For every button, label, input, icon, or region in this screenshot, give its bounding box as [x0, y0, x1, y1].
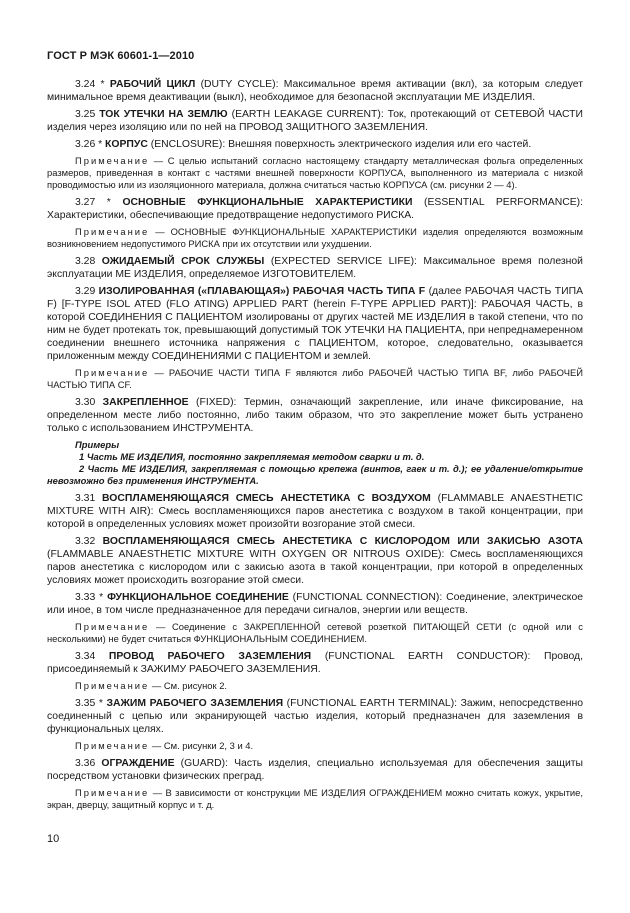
clause-3-31 — [47, 492, 583, 531]
note-3-34 — [47, 680, 583, 692]
note-text: — См. рисунок 2. — [149, 680, 228, 691]
example-1: 1 Часть МЕ ИЗДЕЛИЯ, постоянно закрепляемая методом сварки и т. д. — [79, 451, 425, 462]
clause-3-35 — [47, 697, 583, 736]
clause-term: ИЗОЛИРОВАННАЯ («ПЛАВАЮЩАЯ») РАБОЧАЯ ЧАСТЬ ТИПА F — [98, 286, 426, 297]
page-number: 10 — [47, 833, 60, 845]
clause-text: (далее РАБОЧАЯ ЧАСТЬ ТИПА F) [F-TYPE ISOL ATED (FLO ATING) APPLIED PART (herein F-TYPE APPLIED PART)]: РАБОЧАЯ ЧАСТЬ, в которой СОЕДИНЕНИЯ С ПАЦИЕНТОМ изолированы от других частей МЕ ИЗДЕЛИЯ в такой степени, что по ним не будет протекать ток, превышающий допустимый ТОК УТЕЧКИ НА ПАЦИЕНТА, при непреднамеренном соединении внешнего источника напряжения с ПАЦИЕНТОМ, которое, следовательно, оказывается приложенным между СОЕДИНЕНИЯМИ С ПАЦИЕНТОМ и землей. — [47, 286, 584, 362]
note-label: Примечание — [75, 155, 150, 166]
clause-3-26 — [47, 138, 583, 151]
clause-3-30 — [47, 396, 583, 435]
clause-number: 3.28 — [75, 256, 102, 267]
note-text: — ОСНОВНЫЕ ФУНКЦИОНАЛЬНЫЕ ХАРАКТЕРИСТИКИ изделия определяются возможным возникновением недопустимого РИСКА при их отсутствии или ухудшении. — [47, 226, 583, 249]
clause-3-33 — [47, 591, 583, 617]
clause-number: 3.31 — [75, 493, 103, 504]
examples-title: Примеры — [75, 439, 120, 450]
clause-term: КОРПУС — [105, 139, 148, 150]
example-2: 2 Часть МЕ ИЗДЕЛИЯ, закрепляемая с помощью крепежа (винтов, гаек и т. д.); ее удаление/открытие невозможно без применения ИНСТРУМЕНТА. — [47, 463, 583, 486]
note-text: — РАБОЧИЕ ЧАСТИ ТИПА F являются либо РАБОЧЕЙ ЧАСТЬЮ ТИПА BF, либо РАБОЧЕЙ ЧАСТЬЮ ТИПА CF. — [47, 367, 583, 390]
clause-3-32 — [47, 535, 583, 587]
note-label: Примечание — [75, 787, 150, 798]
note-text: — В зависимости от конструкции МЕ ИЗДЕЛИЯ ОГРАЖДЕНИЕМ можно считать кожух, укрытие, экран, дверцу, защитный корпус и т. д. — [47, 787, 583, 810]
clause-term: ТОК УТЕЧКИ НА ЗЕМЛЮ — [99, 109, 228, 120]
note-label: Примечание — [75, 680, 150, 691]
clause-text: (ENCLOSURE): Внешняя поверхность электрического изделия или его частей. — [147, 139, 532, 150]
note-label: Примечание — [75, 367, 150, 378]
clause-term: ВОСПЛАМЕНЯЮЩАЯСЯ СМЕСЬ АНЕСТЕТИКА С КИСЛОРОДОМ ИЛИ ЗАКИСЬЮ АЗОТА — [102, 536, 583, 547]
clause-term: ПРОВОД РАБОЧЕГО ЗАЗЕМЛЕНИЯ — [108, 651, 312, 662]
clause-number: 3.27 * — [75, 197, 123, 208]
clause-3-36 — [47, 757, 583, 783]
note-label: Примечание — [75, 226, 150, 237]
note-text: — См. рисунки 2, 3 и 4. — [149, 740, 254, 751]
clause-3-25 — [47, 108, 583, 134]
clause-term: ЗАКРЕПЛЕННОЕ — [102, 397, 189, 408]
clause-number: 3.34 — [75, 651, 109, 662]
note-text: — Соединение с ЗАКРЕПЛЕННОЙ сетевой розеткой ПИТАЮЩЕЙ СЕТИ (с одной или с несколькими) не будет считаться ФУНКЦИОНАЛЬНЫМ СОЕДИНЕНИЕМ. — [47, 621, 583, 644]
clause-term: ОЖИДАЕМЫЙ СРОК СЛУЖБЫ — [101, 256, 265, 267]
clause-number: 3.35 * — [75, 698, 107, 709]
clause-term: ВОСПЛАМЕНЯЮЩАЯСЯ СМЕСЬ АНЕСТЕТИКА С ВОЗДУХОМ — [102, 493, 431, 504]
note-3-35 — [47, 740, 583, 752]
clause-number: 3.36 — [75, 758, 102, 769]
note-3-26 — [47, 155, 583, 191]
clause-text: (FIXED): Термин, означающий закрепление, или иначе фиксирование, на определенном месте либо постоянно, либо таким образом, что это закрепление может быть устранено только с использованием ИНСТРУМЕНТА. — [47, 397, 583, 434]
note-3-27 — [47, 226, 583, 250]
clause-term: ЗАЖИМ РАБОЧЕГО ЗАЗЕМЛЕНИЯ — [106, 698, 284, 709]
clause-number: 3.24 * — [75, 79, 110, 90]
page-header: ГОСТ Р МЭК 60601-1—2010 — [47, 50, 195, 62]
clause-text: (ESSENTIAL PERFORMANCE): Характеристики, обеспечивающие предотвращение недопустимого РИСКА. — [47, 197, 583, 221]
clause-term: ОГРАЖДЕНИЕ — [101, 758, 175, 769]
note-text: — С целью испытаний согласно настоящему стандарту металлическая фольга определенных размеров, приведенная в контакт с частями внешней поверхности КОРПУСА, выполненного из материала с низкой проводимостью или из изоляционного материала, должна считаться частью КОРПУСА (см. рисунки 2 — 4). — [47, 155, 583, 190]
clause-text: (EXPECTED SERVICE LIFE): Максимальное время полезной эксплуатации МЕ ИЗДЕЛИЯ, определяемое ИЗГОТОВИТЕЛЕМ. — [47, 256, 583, 280]
clause-3-27 — [47, 196, 583, 222]
clause-number: 3.26 * — [75, 139, 106, 150]
clause-text: (FUNCTIONAL EARTH TERMINAL): Зажим, непосредственно соединенный с цепью или экранирующей частью изделия, который предназначен для заземления в функциональных целях. — [47, 698, 583, 735]
clause-term: ОСНОВНЫЕ ФУНКЦИОНАЛЬНЫЕ ХАРАКТЕРИСТИКИ — [122, 197, 413, 208]
clause-number: 3.30 — [75, 397, 103, 408]
note-3-29 — [47, 367, 583, 391]
clause-text: (FUNCTIONAL EARTH CONDUCTOR): Провод, присоединяемый к ЗАЖИМУ РАБОЧЕГО ЗАЗЕМЛЕНИЯ. — [47, 651, 583, 675]
clause-text: (FLAMMABLE ANAESTHETIC MIXTURE WITH OXYGEN OR NITROUS OXIDE): Смесь воспламеняющихся паров анестетика с кислородом или с закисью азота в такой концентрации, при которой в определенных условиях может происходить возгорание этой смеси. — [47, 549, 583, 586]
clause-3-24 — [47, 78, 583, 104]
clause-text: (DUTY CYCLE): Максимальное время активации (вкл), за которым следует минимальное время деактивации (выкл), необходимое для безопасной эксплуатации МЕ ИЗДЕЛИЯ. — [47, 79, 583, 103]
clause-3-28 — [47, 255, 583, 281]
clause-text: (GUARD): Часть изделия, специально используемая для обеспечения защиты посредством установки физических преград. — [47, 758, 583, 782]
clause-text: (FUNCTIONAL CONNECTION): Соединение, электрическое или иное, в том числе предназначенное для передачи сигналов, энергии или веществ. — [47, 592, 583, 616]
clause-3-29 — [47, 285, 583, 363]
clause-text: (FLAMMABLE ANAESTHETIC MIXTURE WITH AIR): Смесь воспламеняющихся паров анестетика с воздухом в такой концентрации, при которой в определенных условиях может произойти возгорание этой смеси. — [47, 493, 583, 530]
note-label: Примечание — [75, 740, 150, 751]
clause-number: 3.29 — [75, 286, 99, 297]
note-label: Примечание — [75, 621, 150, 632]
note-3-36 — [47, 787, 583, 811]
clause-term: ФУНКЦИОНАЛЬНОЕ СОЕДИНЕНИЕ — [107, 592, 289, 603]
note-3-33 — [47, 621, 583, 645]
clause-number: 3.32 — [75, 536, 103, 547]
clause-text: (EARTH LEAKAGE CURRENT): Ток, протекающий от СЕТЕВОЙ ЧАСТИ изделия через изоляцию или по ней на ПРОВОД ЗАЩИТНОГО ЗАЗЕМЛЕНИЯ. — [47, 109, 583, 133]
clause-3-34 — [47, 650, 583, 676]
clause-number: 3.33 * — [75, 592, 108, 603]
page-content — [47, 78, 583, 816]
clause-term: РАБОЧИЙ ЦИКЛ — [109, 79, 196, 90]
clause-number: 3.25 — [75, 109, 100, 120]
